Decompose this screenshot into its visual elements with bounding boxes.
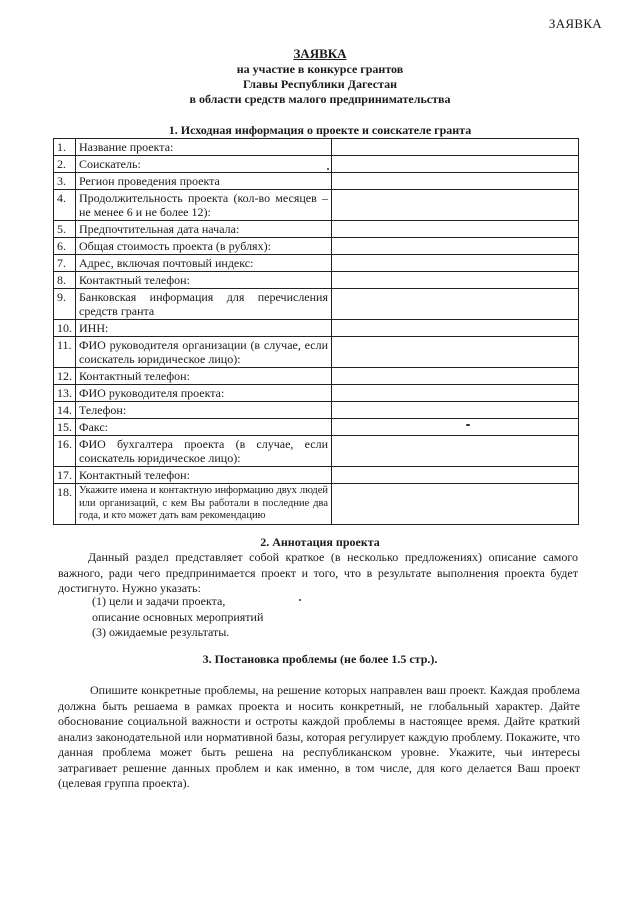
row-value-cell[interactable] [332,255,579,272]
row-label: Факс: [76,419,332,436]
table-row [54,368,579,385]
list-item: описание основных мероприятий [92,609,264,624]
scan-speck [327,168,329,170]
row-value-cell[interactable] [332,337,579,368]
table-row [54,139,579,156]
row-number: 16. [54,436,76,467]
row-value-cell[interactable] [332,238,579,255]
row-value-cell[interactable] [332,221,579,238]
row-label: Соискатель: [76,156,332,173]
row-number: 17. [54,467,76,484]
section-2-body: Данный раздел представляет собой краткое (в несколько предложениях) описание самого важного, ради чего предпринимается проект и того, что в результате выполнения проекта будет достигнуто. Нужно указать: [58,550,578,595]
table-row [54,436,579,467]
row-number: 18. [54,484,76,525]
row-label: Контактный телефон: [76,272,332,289]
row-label: Контактный телефон: [76,467,332,484]
scan-speck [466,424,470,426]
row-number: 1. [54,139,76,156]
row-label: Общая стоимость проекта (в рублях): [76,238,332,255]
row-value-cell[interactable] [332,467,579,484]
row-value-cell[interactable] [332,484,579,525]
row-number: 12. [54,368,76,385]
row-value-cell[interactable] [332,289,579,320]
row-number: 5. [54,221,76,238]
row-label: ФИО бухгалтера проекта (в случае, если соискатель юридическое лицо): [76,436,332,467]
table-row [54,289,579,320]
scan-speck [299,599,301,601]
row-value-cell[interactable] [332,190,579,221]
row-label: Банковская информация для перечисления средств гранта [76,289,332,320]
row-label: Укажите имена и контактную информацию двух людей или организаций, с кем Вы работали в последние два года, и кто может дать вам рекомендацию [76,484,332,525]
application-form-table [53,138,579,525]
table-row [54,255,579,272]
row-label: Контактный телефон: [76,368,332,385]
section-1-title: 1. Исходная информация о проекте и соискателе гранта [168,123,472,137]
title-line-2: Главы Республики Дагестан [242,77,398,91]
row-value-cell[interactable] [332,419,579,436]
table-row [54,238,579,255]
table-row [54,484,579,525]
row-value-cell[interactable] [332,272,579,289]
row-number: 6. [54,238,76,255]
row-number: 14. [54,402,76,419]
row-label: Адрес, включая почтовый индекс: [76,255,332,272]
row-number: 2. [54,156,76,173]
table-row [54,173,579,190]
row-label: Регион проведения проекта [76,173,332,190]
row-number: 15. [54,419,76,436]
title-line-3: в области средств малого предпринимательства [189,92,451,106]
row-label: ФИО руководителя проекта: [76,385,332,402]
row-label: ИНН: [76,320,332,337]
row-number: 4. [54,190,76,221]
row-value-cell[interactable] [332,385,579,402]
row-number: 9. [54,289,76,320]
row-label: Название проекта: [76,139,332,156]
row-number: 10. [54,320,76,337]
row-number: 8. [54,272,76,289]
table-row [54,156,579,173]
list-item: (1) цели и задачи проекта, [92,594,226,608]
section-2-title: 2. Аннотация проекта [260,535,380,549]
row-value-cell[interactable] [332,436,579,467]
row-label: Продолжительность проекта (кол-во месяцев – не менее 6 и не более 12): [76,190,332,221]
table-row [54,419,579,436]
row-value-cell[interactable] [332,139,579,156]
row-number: 13. [54,385,76,402]
table-row [54,467,579,484]
section-3-title: 3. Постановка проблемы (не более 1.5 стр.). [202,652,438,666]
section-2-list [92,594,263,641]
table-row [54,385,579,402]
row-number: 11. [54,337,76,368]
row-value-cell[interactable] [332,173,579,190]
row-value-cell[interactable] [332,320,579,337]
corner-label: ЗАЯВКА [548,16,602,31]
row-value-cell[interactable] [332,156,579,173]
table-row [54,190,579,221]
row-value-cell[interactable] [332,402,579,419]
table-row [54,337,579,368]
row-value-cell[interactable] [332,368,579,385]
table-row [54,272,579,289]
title-line-1: на участие в конкурсе грантов [236,62,404,76]
document-header [0,46,640,107]
row-label: ФИО руководителя организации (в случае, если соискатель юридическое лицо): [76,337,332,368]
row-label: Телефон: [76,402,332,419]
table-row [54,402,579,419]
document-title: ЗАЯВКА [293,46,347,61]
row-number: 3. [54,173,76,190]
row-label: Предпочтительная дата начала: [76,221,332,238]
table-row [54,221,579,238]
list-item: (3) ожидаемые результаты. [92,625,230,639]
section-3-body: Опишите конкретные проблемы, на решение которых направлен ваш проект. Каждая проблема должна быть решаема в рамках проекта и носить конкретный, не глобальный характер. Дайте обоснование социальной важности и остроты каждой проблемы в настоящее время. Дайте краткий анализ законодательной или нормативной базы, которая регулирует каждую проблему. Покажите, что данная проблема может быть решена на республиканском уровне. Укажите, чьи интересы затрагивает решение данных проблем и как именно, в том числе, для кого делается Ваш проект (целевая группа проекта). [58,683,580,790]
table-row [54,320,579,337]
row-number: 7. [54,255,76,272]
